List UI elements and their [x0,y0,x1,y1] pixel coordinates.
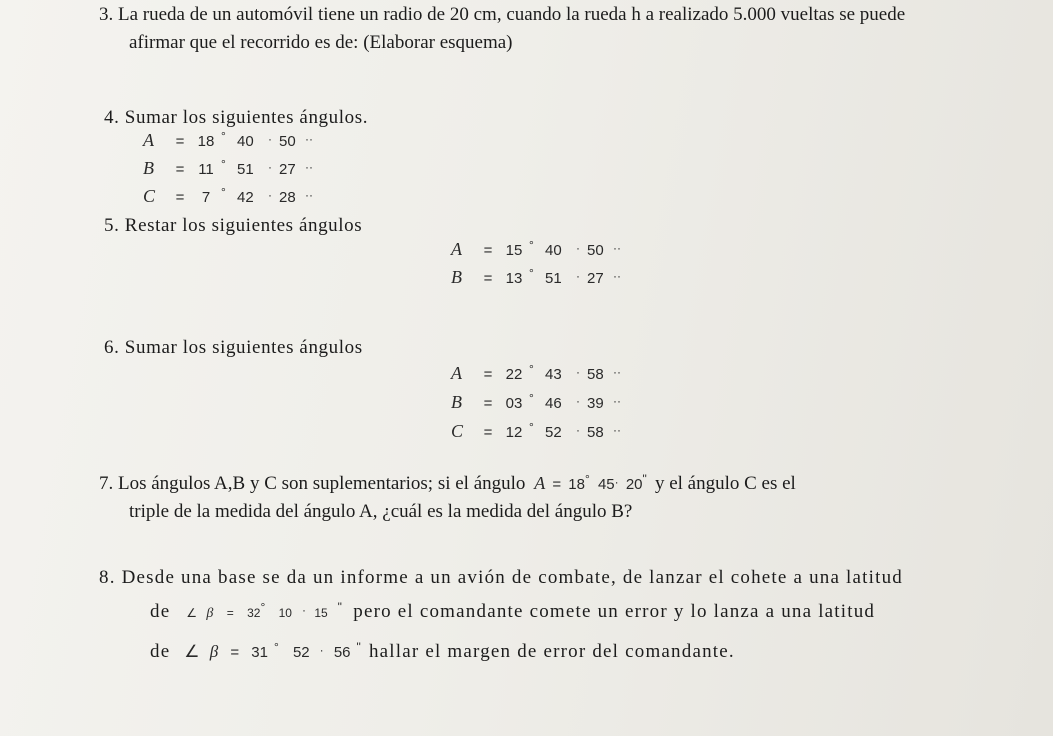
angle-1-degrees: 32 [247,606,261,620]
second-symbol: ·· [613,241,621,255]
angle-seconds: 58 [587,366,604,383]
angle-variable: A [451,363,462,383]
angle-minutes: 42 [237,189,254,206]
degree-symbol: ° [529,238,534,252]
problem-7-line-1: 7. Los ángulos A,B y C son suplementarios; si el ángulo A = 18° 45· 20" y el ángulo C es el [99,472,796,494]
equals-sign: = [175,133,185,150]
degree-symbol: ° [584,472,590,486]
degree-symbol: ° [529,266,534,280]
angle-2-degrees: 31 [251,644,268,661]
problem-4-heading: 4. Sumar los siguientes ángulos. [104,107,369,128]
angle-row [143,158,317,179]
minute-symbol: · [576,423,580,437]
degree-symbol: ° [529,362,534,376]
angle-variable: C [143,186,156,206]
angle-degrees: 22 [505,366,523,383]
problem-8-line-3: de ∠ β = 31 ° 52 · 56 " hallar el margen de error del comandante. [150,640,735,662]
angle-seconds: 58 [587,424,604,441]
angle-row [451,421,625,442]
second-symbol: ·· [613,365,621,379]
angle-minutes: 40 [237,133,254,150]
angle-icon: ∠ [186,606,198,620]
minute-symbol: · [576,365,580,379]
minute-symbol: · [268,188,272,202]
problem-8-de-1: de [150,601,171,622]
minute-symbol: · [319,643,324,657]
problem-8-de-2: de [150,641,171,662]
second-symbol: ·· [613,269,621,283]
angle-degrees: 15 [505,242,523,259]
angle-variable: C [451,421,464,441]
angle-variable: B [143,158,154,178]
angle-seconds: 27 [279,161,296,178]
minute-symbol: · [576,269,580,283]
angle-variable: B [451,392,462,412]
angle-row [451,363,625,384]
problem-7-line-2: triple de la medida del ángulo A, ¿cuál es la medida del ángulo B? [129,501,633,522]
degree-symbol: ° [529,391,534,405]
problem-8-text-post-1: pero el comandante comete un error y lo lanza a una latitud [353,601,876,622]
equals-sign: = [175,189,185,206]
angle-row [143,186,317,207]
angle-icon: ∠ [184,642,200,661]
angle-seconds: 39 [587,395,604,412]
angle-row [451,392,625,413]
beta-symbol: β [206,606,214,621]
second-symbol: ·· [305,132,313,146]
equals-sign: = [483,395,493,412]
problem-7-seconds: 20 [625,476,643,493]
equals-sign: = [483,424,493,441]
second-symbol: " [356,640,361,654]
angle-minutes: 40 [545,242,562,259]
minute-symbol: · [614,475,619,489]
problem-7-text-pre: 7. Los ángulos A,B y C son suplementarios; si el ángulo [99,473,526,494]
problem-7-var: A [534,473,546,493]
problem-5-heading: 5. Restar los siguientes ángulos [104,215,363,236]
second-symbol: ·· [613,394,621,408]
angle-minutes: 43 [545,366,562,383]
problem-7-text-post: y el ángulo C es el [654,473,796,494]
angle-1-minutes: 10 [278,606,292,620]
angle-degrees: 03 [505,395,523,412]
angle-minutes: 51 [545,270,562,287]
equals-sign: = [483,242,493,259]
angle-variable: A [143,130,154,150]
problem-7-degrees: 18 [568,476,585,493]
problem-8-line-1: 8. Desde una base se da un informe a un avión de combate, de lanzar el cohete a una latitud [99,567,904,588]
angle-variable: B [451,267,462,287]
angle-row [451,267,625,288]
second-symbol: ·· [613,423,621,437]
angle-1-seconds: 15 [314,606,328,620]
equals-sign: = [175,161,185,178]
degree-symbol: ° [529,420,534,434]
equals-sign: = [483,366,493,383]
angle-degrees: 18 [197,133,215,150]
problem-6-heading: 6. Sumar los siguientes ángulos [104,337,363,358]
second-symbol: ·· [305,188,313,202]
angle-degrees: 13 [505,270,523,287]
equals-sign: = [483,270,493,287]
angle-minutes: 51 [237,161,254,178]
angle-row [451,239,625,260]
angle-seconds: 50 [279,133,296,150]
degree-symbol: ° [273,640,279,654]
problem-8-text-post-2: hallar el margen de error del comandante. [368,641,735,662]
angle-seconds: 50 [587,242,604,259]
second-symbol: ·· [305,160,313,174]
angle-row [143,130,317,151]
angle-degrees: 12 [505,424,523,441]
second-symbol: " [337,600,342,614]
angle-variable: A [451,239,462,259]
problem-3-line-2: afirmar que el recorrido es de: (Elaborar esquema) [129,32,513,53]
angle-degrees: 11 [198,161,214,178]
degree-symbol: ° [221,129,226,143]
beta-symbol: β [209,642,219,661]
angle-degrees: 7 [201,189,211,206]
angle-minutes: 52 [545,424,562,441]
problem-8-line-2: de ∠ β = 32° 10 · 15 " pero el comandante comete un error y lo lanza a una latitud [150,600,876,622]
angle-2-seconds: 56 [333,644,351,661]
second-symbol: " [642,472,647,486]
minute-symbol: · [268,160,272,174]
angle-seconds: 27 [587,270,604,287]
problem-7-minutes: 45 [597,476,615,493]
degree-symbol: ° [221,185,226,199]
degree-symbol: ° [221,157,226,171]
minute-symbol: · [301,603,306,617]
angle-minutes: 46 [545,395,562,412]
minute-symbol: · [268,132,272,146]
minute-symbol: · [576,241,580,255]
problem-3-line-1: 3. La rueda de un automóvil tiene un radio de 20 cm, cuando la rueda h a realizado 5.000 vueltas se puede [99,4,906,25]
angle-2-minutes: 52 [292,644,310,661]
minute-symbol: · [576,394,580,408]
degree-symbol: ° [260,600,266,614]
angle-seconds: 28 [279,189,296,206]
